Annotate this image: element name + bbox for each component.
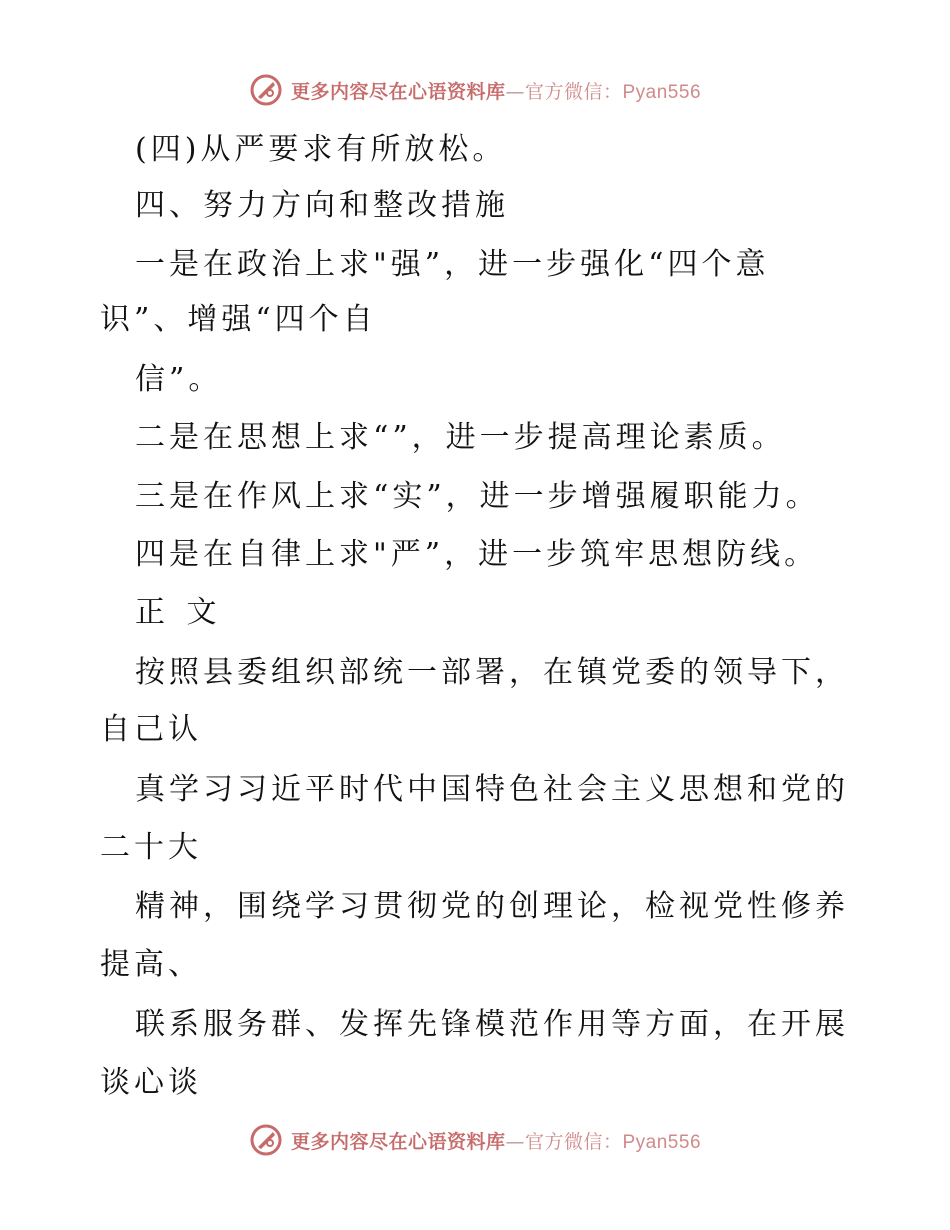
- watermark-id: Pyan556: [622, 81, 702, 103]
- text-line: 二十大: [100, 830, 202, 865]
- watermark-dash: —: [505, 80, 525, 103]
- text-line: 四是在自律上求"严”，进一步筑牢思想防线。: [135, 537, 819, 572]
- watermark-id: Pyan556: [622, 1131, 702, 1153]
- text-line: 真学习习近平时代中国特色社会主义思想和党的: [135, 772, 849, 807]
- text-line: 谈心谈: [100, 1065, 202, 1100]
- text-line: 提高、: [100, 947, 202, 982]
- text-line: 按照县委组织部统一部署，在镇党委的领导下，: [135, 655, 849, 690]
- text-line: 三是在作风上求“实”，进一步增强履职能力。: [135, 479, 820, 514]
- text-line: 识”、增强“四个自: [100, 302, 377, 337]
- watermark-dash: —: [505, 1130, 525, 1153]
- watermark-label: 官方微信：: [524, 1130, 623, 1153]
- text-line: 自己认: [100, 712, 202, 747]
- text-line: 联系服务群、发挥先锋模范作用等方面，在开展: [135, 1007, 849, 1042]
- watermark-text: [291, 1127, 701, 1154]
- text-line: 四、努力方向和整改措施: [135, 188, 509, 223]
- text-line: 二是在思想上求“”，进一步提高理论素质。: [135, 420, 786, 455]
- watermark-brand: 更多内容尽在心语资料库: [290, 80, 506, 103]
- footer-watermark: [0, 1120, 950, 1160]
- text-line: (四)从严要求有所放松。: [135, 132, 507, 167]
- text-line: 一是在政治上求"强”，进一步强化“四个意: [135, 247, 770, 282]
- section-heading: 正 文: [135, 595, 223, 630]
- text-line: 精神，围绕学习贯彻党的创理论，检视党性修养: [135, 889, 849, 924]
- watermark-brand: 更多内容尽在心语资料库: [290, 1130, 506, 1153]
- quill-logo-icon: [249, 1123, 283, 1157]
- text-line: 信”。: [135, 362, 223, 397]
- watermark-label: 官方微信：: [524, 80, 623, 103]
